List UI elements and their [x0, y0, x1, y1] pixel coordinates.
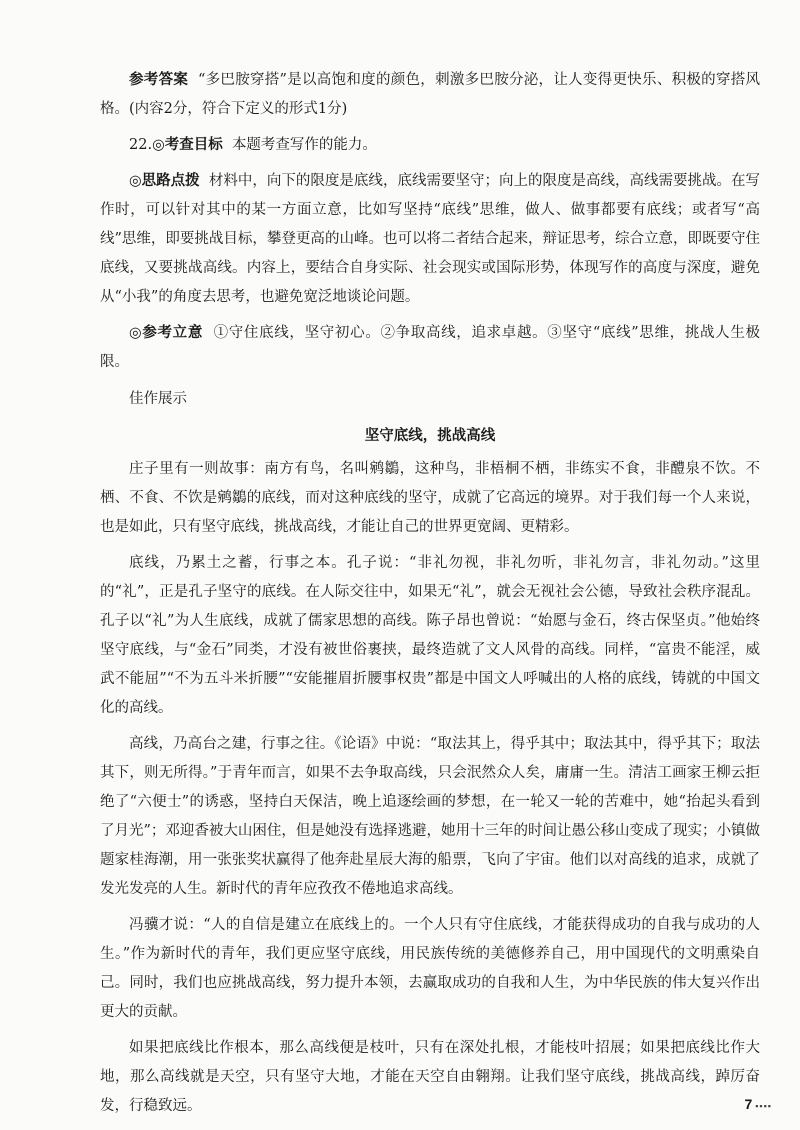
essay-paragraph: 庄子里有一则故事：南方有鸟，名叫鹓鶵，这种鸟，非梧桐不栖，非练实不食，非醴泉不饮。不栖、不食、不饮是鹓鶵的底线，而对这种底线的坚守，成就了它高远的境界。对于我们每一个人来说，也是如此，只有坚守底线，挑战高线，才能让自己的世界更宽阔、更精彩。: [100, 461, 760, 535]
essay-paragraph: 高线，乃高台之建，行事之往。《论语》中说：“取法其上，得乎其中；取法其中，得乎其下；取法其下，则无所得。”于青年而言，如果不去争取高线，只会泯然众人矣，庸庸一生。清洁工画家王柳云拒绝了“六便士”的诱惑，坚持白天保洁，晚上追逐绘画的梦想，在一轮又一轮的苦难中，她“抬起头看到了月光”；邓迎香被大山困住，但是她没有选择逃避，她用十三年的时间让愚公移山变成了现实；小镇做题家桂海潮，用一张张奖状赢得了他奔赴星辰大海的船票，飞向了宇宙。他们以对高线的追求，成就了发光发亮的人生。新时代的青年应孜孜不倦地追求高线。: [100, 736, 760, 897]
target-label: 考查目标: [164, 137, 223, 153]
answer-text: “多巴胺穿搭”是以高饱和度的颜色，刺激多巴胺分泌，让人变得更快乐、积极的穿搭风格。(内容2分，符合下定义的形式1分): [100, 72, 761, 117]
page-decoration-icon: ▪▪▪▪: [755, 1101, 772, 1111]
essay-paragraph: 冯骥才说：“人的自信是建立在底线上的。一个人只有守住底线，才能获得成功的自我与成功的人生。”作为新时代的青年，我们更应坚守底线，用民族传统的美德修养自己，用中国现代的文明熏染自己。同时，我们也应挑战高线，努力提升本领，去赢取成功的自我和人生，为中华民族的伟大复兴作出更大的贡献。: [100, 917, 760, 1020]
page-content: [100, 66, 760, 1121]
page-number: [744, 1096, 772, 1112]
idea-text: ①守住底线，坚守初心。②争取高线，追求卓越。③坚守“底线”思维，挑战人生极限。: [100, 325, 761, 370]
essay-title: 坚守底线，挑战高线: [364, 428, 496, 444]
question-number: 22.: [129, 137, 153, 153]
question-22-header: [100, 131, 760, 160]
target-text: 本题考查写作的能力。: [231, 137, 377, 153]
thinking-section: [100, 167, 760, 312]
essay-paragraph: 底线，乃累土之蓄，行事之本。孔子说：“非礼勿视，非礼勿听，非礼勿言，非礼勿动。”这里的“礼”，正是孔子坚守的底线。在人际交往中，如果无“礼”，就会无视社会公德，导致社会秩序混乱。孔子以“礼”为人生底线，成就了儒家思想的高线。陈子昂也曾说：“始愿与金石，终古保坚贞。”他始终坚守底线，与“金石”同类，才没有被世俗裹挟，最终造就了文人风骨的高线。同样，“富贵不能淫，威武不能屈”“不为五斗米折腰”“安能摧眉折腰事权贵”都是中国文人呼喊出的人格的底线，铸就的中国文化的高线。: [100, 555, 760, 716]
showcase-heading: 佳作展示: [129, 391, 187, 407]
reference-answer: [100, 66, 760, 124]
essay-paragraph: 如果把底线比作根本，那么高线便是枝叶，只有在深处扎根，才能枝叶招展；如果把底线比作大地，那么高线就是天空，只有坚守大地，才能在天空自由翱翔。让我们坚守底线，挑战高线，踔厉奋发，行稳致远。: [100, 1040, 760, 1114]
answer-label: 参考答案: [129, 72, 189, 88]
idea-section: [100, 319, 760, 377]
circle-mark-icon: ◎: [152, 137, 165, 153]
page-number-value: 7: [744, 1096, 753, 1112]
thinking-text: 材料中，向下的限度是底线，底线需要坚守；向上的限度是高线，高线需要挑战。在写作时，可以针对其中的某一方面立意，比如写坚持“底线”思维，做人、做事都要有底线；或者写“高线”思维，即要挑战目标，攀登更高的山峰。也可以将二者结合起来，辩证思考，综合立意，即既要守住底线，又要挑战高线。内容上，要结合自身实际、社会现实或国际形势，体现写作的高度与深度，避免从“小我”的角度去思考，也避免宽泛地谈论问题。: [100, 173, 761, 305]
idea-label: ◎参考立意: [129, 325, 204, 341]
thinking-label: ◎思路点拨: [129, 173, 200, 189]
